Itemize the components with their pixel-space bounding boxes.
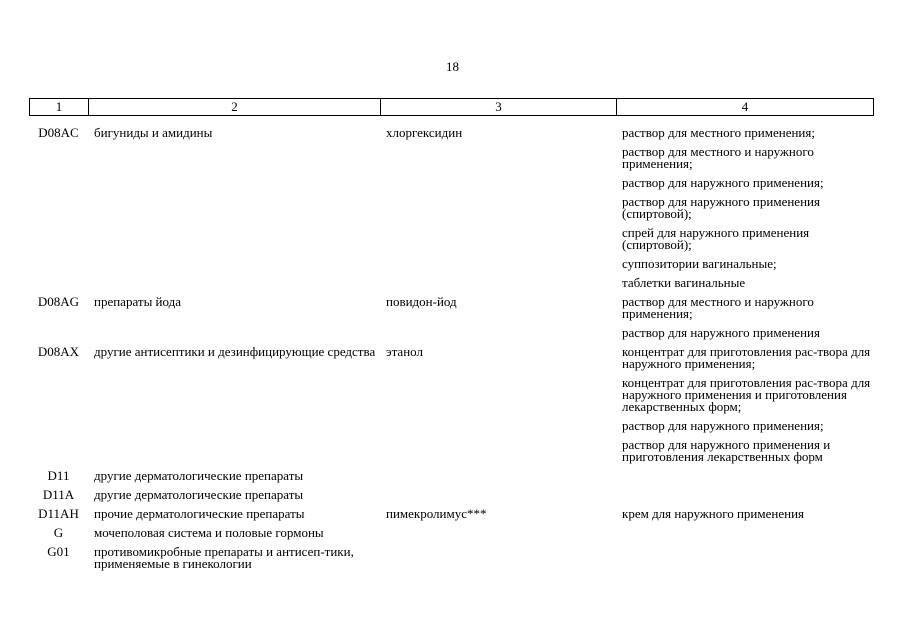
atc-group-name: бигуниды и амидины [94, 125, 213, 140]
dosage-form: раствор для наружного применения и приготовления лекарственных форм [622, 437, 831, 464]
page-number: 18 [446, 59, 459, 74]
dosage-form: спрей для наружного применения (спиртовой); [622, 225, 810, 252]
dosage-forms-cell [616, 506, 873, 525]
drug-name: хлоргексидин [386, 125, 463, 140]
drug-name [380, 468, 616, 487]
drug-name [380, 544, 616, 570]
dosage-form: раствор для наружного применения; [622, 418, 824, 433]
dosage-form: концентрат для приготовления рас-твора для наружного применения и приготовления лекарственных форм; [622, 375, 871, 414]
atc-code: D08AG [37, 294, 80, 309]
table-row [29, 544, 873, 570]
column-header-row [30, 99, 874, 116]
atc-group-name: мочеполовая система и половые гормоны [94, 525, 324, 540]
dosage-forms-cell [616, 487, 873, 506]
table-row [29, 525, 873, 544]
dosage-form: раствор для наружного применения [622, 325, 820, 340]
atc-group-name: прочие дерматологические препараты [94, 506, 305, 521]
drug-name: этанол [386, 344, 423, 359]
atc-group-name: препараты йода [94, 294, 182, 309]
atc-group-name: другие антисептики и дезинфицирующие средства [94, 344, 376, 359]
dosage-form: раствор для местного и наружного применения; [622, 294, 814, 321]
dosage-form: концентрат для приготовления рас-твора для наружного применения; [622, 344, 871, 371]
atc-group-name: другие дерматологические препараты [94, 468, 304, 483]
dosage-forms-cell [616, 525, 873, 544]
atc-code: D11AH [38, 506, 79, 521]
dosage-form: таблетки вагинальные [622, 275, 746, 290]
drug-name [380, 487, 616, 506]
dosage-form: раствор для местного и наружного применения; [622, 144, 814, 171]
dosage-forms-cell [616, 468, 873, 487]
column-header-2: 2 [89, 99, 381, 116]
table-row [29, 294, 873, 344]
atc-group-name: противомикробные препараты и антисеп-тики, применяемые в гинекологии [94, 544, 354, 571]
table-row [29, 125, 873, 294]
classification-table-body [29, 125, 873, 570]
column-header-1: 1 [30, 99, 89, 116]
drug-name [380, 525, 616, 544]
dosage-form: раствор для наружного применения (спиртовой); [622, 194, 820, 221]
column-header-table [29, 98, 874, 116]
atc-code: D08AC [38, 125, 79, 140]
table-row [29, 506, 873, 525]
column-header-4: 4 [617, 99, 874, 116]
atc-code: D11A [42, 487, 75, 502]
dosage-forms-cell [616, 544, 873, 570]
dosage-form: суппозитории вагинальные; [622, 256, 777, 271]
dosage-forms-cell [616, 125, 873, 294]
atc-code: D08AX [37, 344, 80, 359]
atc-code: G [53, 525, 64, 540]
dosage-forms-cell [616, 344, 873, 468]
atc-code: G01 [47, 544, 70, 559]
dosage-form: раствор для наружного применения; [622, 175, 824, 190]
drug-name: пимекролимус*** [386, 506, 487, 521]
dosage-form: крем для наружного применения [622, 506, 805, 521]
drug-name: повидон-йод [386, 294, 457, 309]
dosage-form: раствор для местного применения; [622, 125, 815, 140]
table-row [29, 487, 873, 506]
dosage-forms-cell [616, 294, 873, 344]
table-row [29, 344, 873, 468]
table-row [29, 468, 873, 487]
atc-group-name: другие дерматологические препараты [94, 487, 304, 502]
column-header-3: 3 [381, 99, 617, 116]
atc-code: D11 [47, 468, 70, 483]
